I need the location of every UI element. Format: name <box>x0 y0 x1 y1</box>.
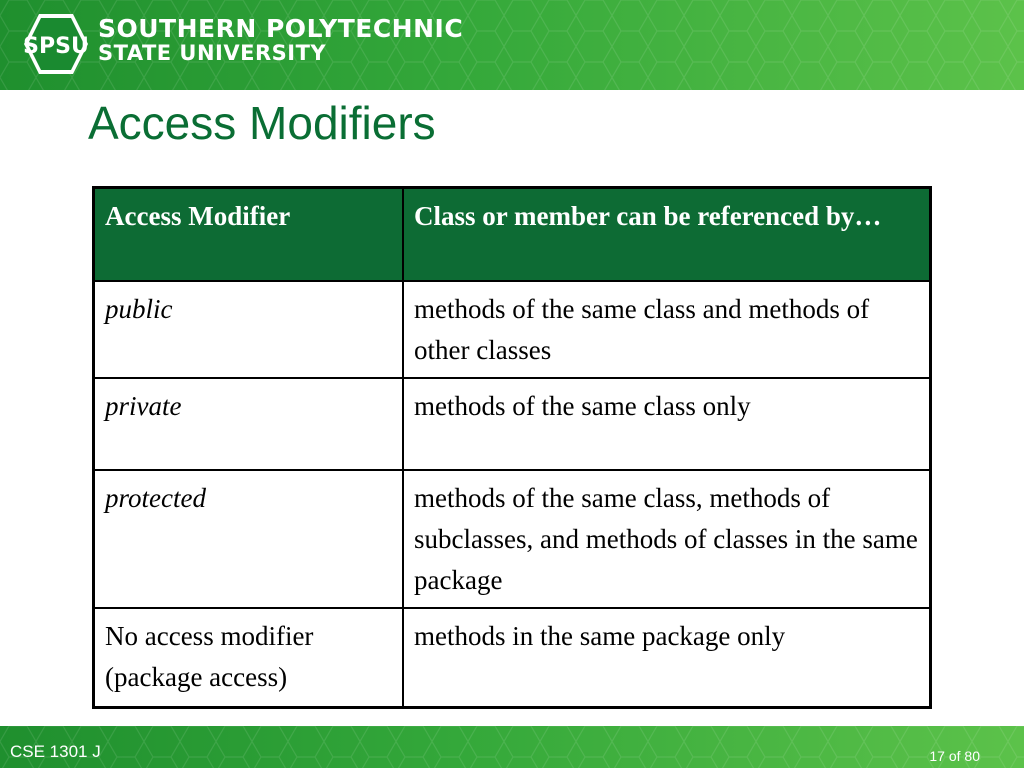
university-name-line2: STATE UNIVERSITY <box>98 41 327 66</box>
modifier-cell: No access modifier (package access) <box>94 608 404 708</box>
table-row <box>94 470 931 608</box>
description-cell: methods in the same package only <box>403 608 931 708</box>
table-header-row <box>94 188 931 281</box>
page-number: 17 of 80 <box>929 748 980 764</box>
spsu-logo-icon <box>22 10 90 78</box>
table-row <box>94 608 931 708</box>
hexagon-pattern <box>0 726 1024 768</box>
description-cell: methods of the same class only <box>403 378 931 470</box>
table-row <box>94 378 931 470</box>
logo-text: SPSU <box>23 34 89 59</box>
slide-footer <box>0 726 1024 768</box>
table-row <box>94 281 931 378</box>
header-referenced-by: Class or member can be referenced by… <box>403 188 931 281</box>
description-cell: methods of the same class, methods of subclasses, and methods of classes in the same package <box>403 470 931 608</box>
course-label: CSE 1301 J <box>10 742 101 761</box>
modifier-cell: private <box>94 378 404 470</box>
modifier-cell: protected <box>94 470 404 608</box>
slide-title: Access Modifiers <box>88 97 436 149</box>
header-access-modifier: Access Modifier <box>94 188 404 281</box>
access-modifier-table <box>92 186 932 709</box>
university-name-line1: SOUTHERN POLYTECHNIC <box>98 14 464 43</box>
description-cell: methods of the same class and methods of other classes <box>403 281 931 378</box>
university-name <box>98 16 463 64</box>
modifier-cell: public <box>94 281 404 378</box>
university-header <box>0 0 1024 90</box>
